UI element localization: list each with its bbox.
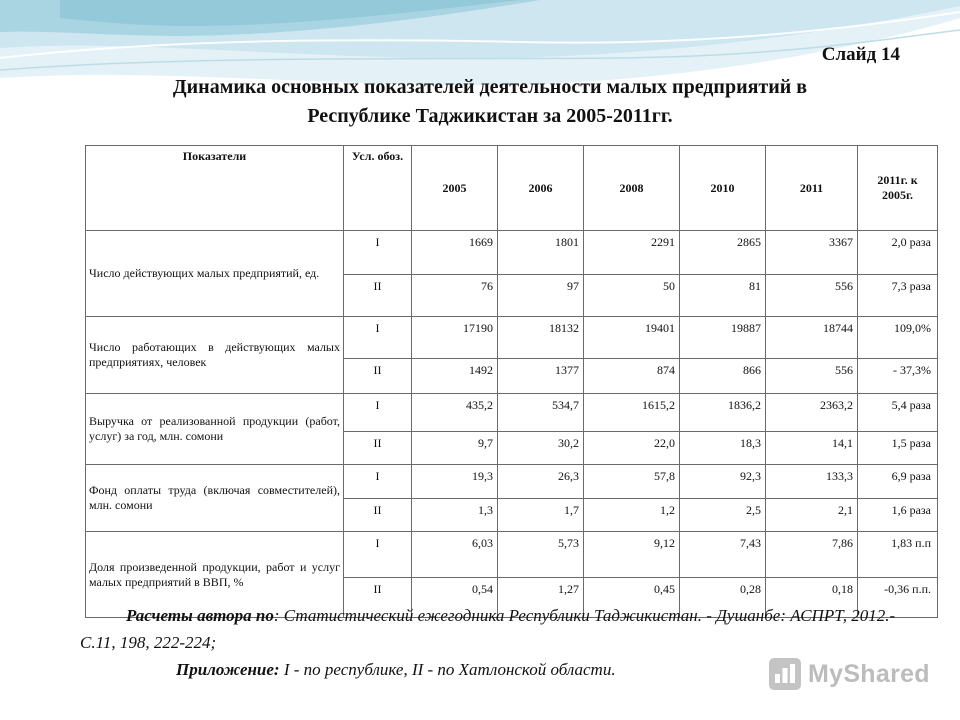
value-cell: 1377 xyxy=(498,359,584,394)
indicators-table xyxy=(85,145,938,618)
region-code: II xyxy=(344,578,412,618)
value-cell: 1801 xyxy=(498,231,584,275)
header-code: Усл. обоз. xyxy=(344,146,412,231)
header-year: 2011 xyxy=(766,146,858,231)
value-cell: 534,7 xyxy=(498,394,584,432)
value-cell: 435,2 xyxy=(412,394,498,432)
value-cell: 81 xyxy=(680,275,766,317)
region-code: II xyxy=(344,275,412,317)
indicator-label: Фонд оплаты труда (включая совместителей), млн. сомони xyxy=(86,465,344,532)
value-cell: 556 xyxy=(766,359,858,394)
region-code: I xyxy=(344,532,412,578)
ratio-cell: 5,4 раза xyxy=(858,394,938,432)
ratio-cell: 6,9 раза xyxy=(858,465,938,499)
region-code: II xyxy=(344,432,412,465)
value-cell: 2,5 xyxy=(680,499,766,532)
value-cell: 7,43 xyxy=(680,532,766,578)
value-cell: 7,86 xyxy=(766,532,858,578)
header-year: 2006 xyxy=(498,146,584,231)
table-body xyxy=(86,231,938,618)
ratio-cell: 1,5 раза xyxy=(858,432,938,465)
ratio-cell: 2,0 раза xyxy=(858,231,938,275)
value-cell: 5,73 xyxy=(498,532,584,578)
value-cell: 133,3 xyxy=(766,465,858,499)
indicator-label: Выручка от реализованной продукции (работ, услуг) за год, млн. сомони xyxy=(86,394,344,465)
value-cell: 9,7 xyxy=(412,432,498,465)
header-year: 2010 xyxy=(680,146,766,231)
region-code: I xyxy=(344,317,412,359)
value-cell: 0,28 xyxy=(680,578,766,618)
presentation-icon xyxy=(768,657,802,691)
value-cell: 17190 xyxy=(412,317,498,359)
value-cell: 19401 xyxy=(584,317,680,359)
slide-title xyxy=(80,73,900,131)
value-cell: 2291 xyxy=(584,231,680,275)
value-cell: 76 xyxy=(412,275,498,317)
appendix-label: Приложение: xyxy=(176,660,280,679)
value-cell: 50 xyxy=(584,275,680,317)
watermark-text: MyShared xyxy=(808,659,930,688)
value-cell: 1669 xyxy=(412,231,498,275)
source-text: : Статистический ежегодника Республики Таджикистан. - Душанбе: АСПРТ, 2012.-С.11, 198, 222-224; xyxy=(80,606,896,652)
table-row xyxy=(86,465,938,499)
watermark xyxy=(768,656,930,692)
value-cell: 2865 xyxy=(680,231,766,275)
value-cell: 97 xyxy=(498,275,584,317)
indicator-label: Число действующих малых предприятий, ед. xyxy=(86,231,344,317)
source-note xyxy=(80,602,910,656)
region-code: II xyxy=(344,359,412,394)
header-indicator: Показатели xyxy=(86,146,344,231)
value-cell: 3367 xyxy=(766,231,858,275)
table-row xyxy=(86,532,938,578)
table-header-row xyxy=(86,146,938,231)
ratio-cell: -0,36 п.п. xyxy=(858,578,938,618)
value-cell: 1615,2 xyxy=(584,394,680,432)
value-cell: 57,8 xyxy=(584,465,680,499)
value-cell: 1,27 xyxy=(498,578,584,618)
value-cell: 92,3 xyxy=(680,465,766,499)
value-cell: 18,3 xyxy=(680,432,766,465)
value-cell: 9,12 xyxy=(584,532,680,578)
header-year: 2008 xyxy=(584,146,680,231)
value-cell: 19,3 xyxy=(412,465,498,499)
ratio-cell: - 37,3% xyxy=(858,359,938,394)
value-cell: 1,3 xyxy=(412,499,498,532)
header-ratio: 2011г. к 2005г. xyxy=(858,146,938,231)
value-cell: 26,3 xyxy=(498,465,584,499)
value-cell: 2363,2 xyxy=(766,394,858,432)
ratio-cell: 1,6 раза xyxy=(858,499,938,532)
value-cell: 0,18 xyxy=(766,578,858,618)
region-code: II xyxy=(344,499,412,532)
value-cell: 1836,2 xyxy=(680,394,766,432)
region-code: I xyxy=(344,465,412,499)
value-cell: 866 xyxy=(680,359,766,394)
table-row xyxy=(86,394,938,432)
value-cell: 1,7 xyxy=(498,499,584,532)
header-year: 2005 xyxy=(412,146,498,231)
value-cell: 0,54 xyxy=(412,578,498,618)
value-cell: 19887 xyxy=(680,317,766,359)
table-row xyxy=(86,317,938,359)
value-cell: 18744 xyxy=(766,317,858,359)
value-cell: 6,03 xyxy=(412,532,498,578)
indicator-label: Доля произведенной продукции, работ и услуг малых предприятий в ВВП, % xyxy=(86,532,344,618)
region-code: I xyxy=(344,394,412,432)
ratio-cell: 7,3 раза xyxy=(858,275,938,317)
region-code: I xyxy=(344,231,412,275)
value-cell: 1,2 xyxy=(584,499,680,532)
value-cell: 22,0 xyxy=(584,432,680,465)
indicator-label: Число работающих в действующих малых предприятиях, человек xyxy=(86,317,344,394)
value-cell: 2,1 xyxy=(766,499,858,532)
slide-number: Слайд 14 xyxy=(821,44,900,65)
value-cell: 874 xyxy=(584,359,680,394)
slide-title-line1: Динамика основных показателей деятельности малых предприятий в xyxy=(172,76,808,98)
ratio-cell: 1,83 п.п xyxy=(858,532,938,578)
value-cell: 18132 xyxy=(498,317,584,359)
value-cell: 14,1 xyxy=(766,432,858,465)
value-cell: 0,45 xyxy=(584,578,680,618)
table-row xyxy=(86,231,938,275)
source-label: Расчеты автора по xyxy=(126,606,274,625)
value-cell: 1492 xyxy=(412,359,498,394)
ratio-cell: 109,0% xyxy=(858,317,938,359)
value-cell: 30,2 xyxy=(498,432,584,465)
slide-title-line2: Республике Таджикистан за 2005-2011гг. xyxy=(307,105,673,127)
value-cell: 556 xyxy=(766,275,858,317)
appendix-text: I - по республике, II - по Хатлонской области. xyxy=(279,660,616,679)
